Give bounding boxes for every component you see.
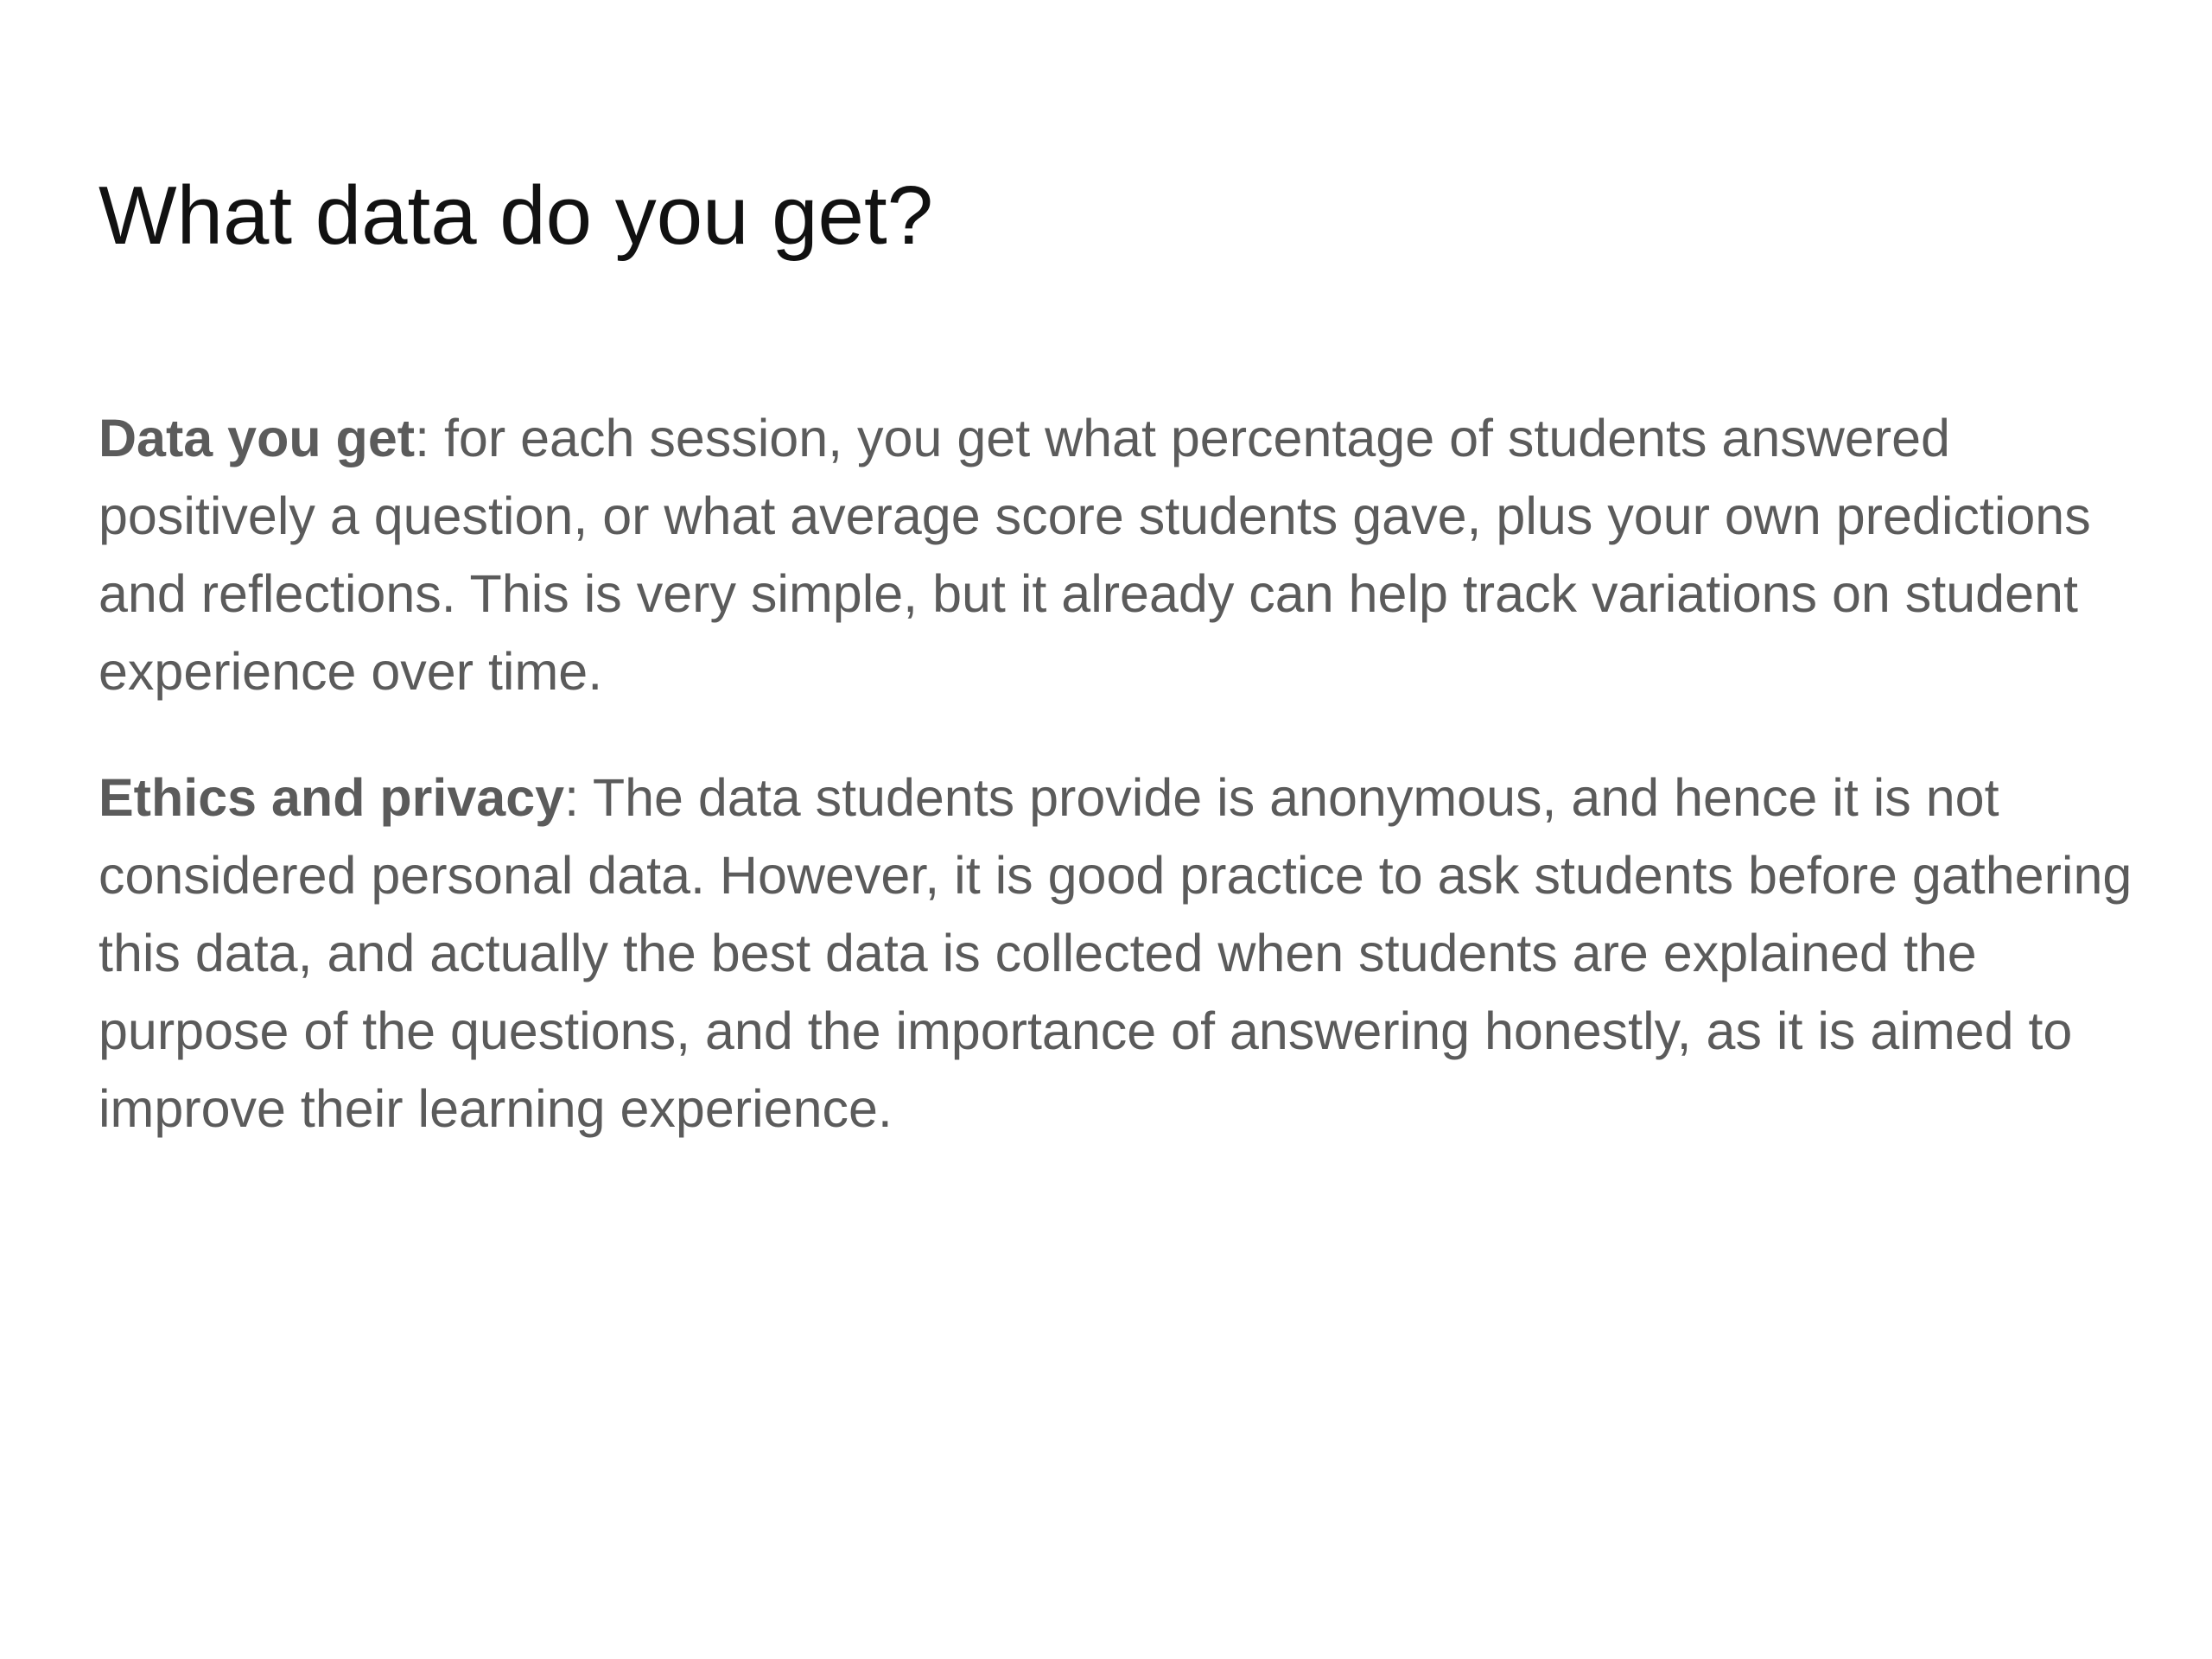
paragraph-lead: Ethics and privacy [99, 768, 565, 827]
paragraph-data-you-get [99, 399, 2155, 710]
slide-body [99, 399, 2155, 1196]
paragraph-lead: Data you get [99, 409, 416, 467]
paragraph-text: : The data students provide is anonymous, and hence it is not considered personal data. However, it is good practice to ask students before gathering this data, and actually the best data is collected when students are explained the purpose of the questions, and the importance of answering honestly, as it is aimed to improve their learning experience. [99, 768, 2133, 1138]
paragraph-text: : for each session, you get what percentage of students answered positively a question, or what average score students gave, plus your own predictions and reflections. This is very simple, but it already can help track variations on student experience over time. [99, 409, 2091, 701]
paragraph-ethics-and-privacy [99, 759, 2155, 1147]
slide-title: What data do you get? [99, 169, 933, 262]
